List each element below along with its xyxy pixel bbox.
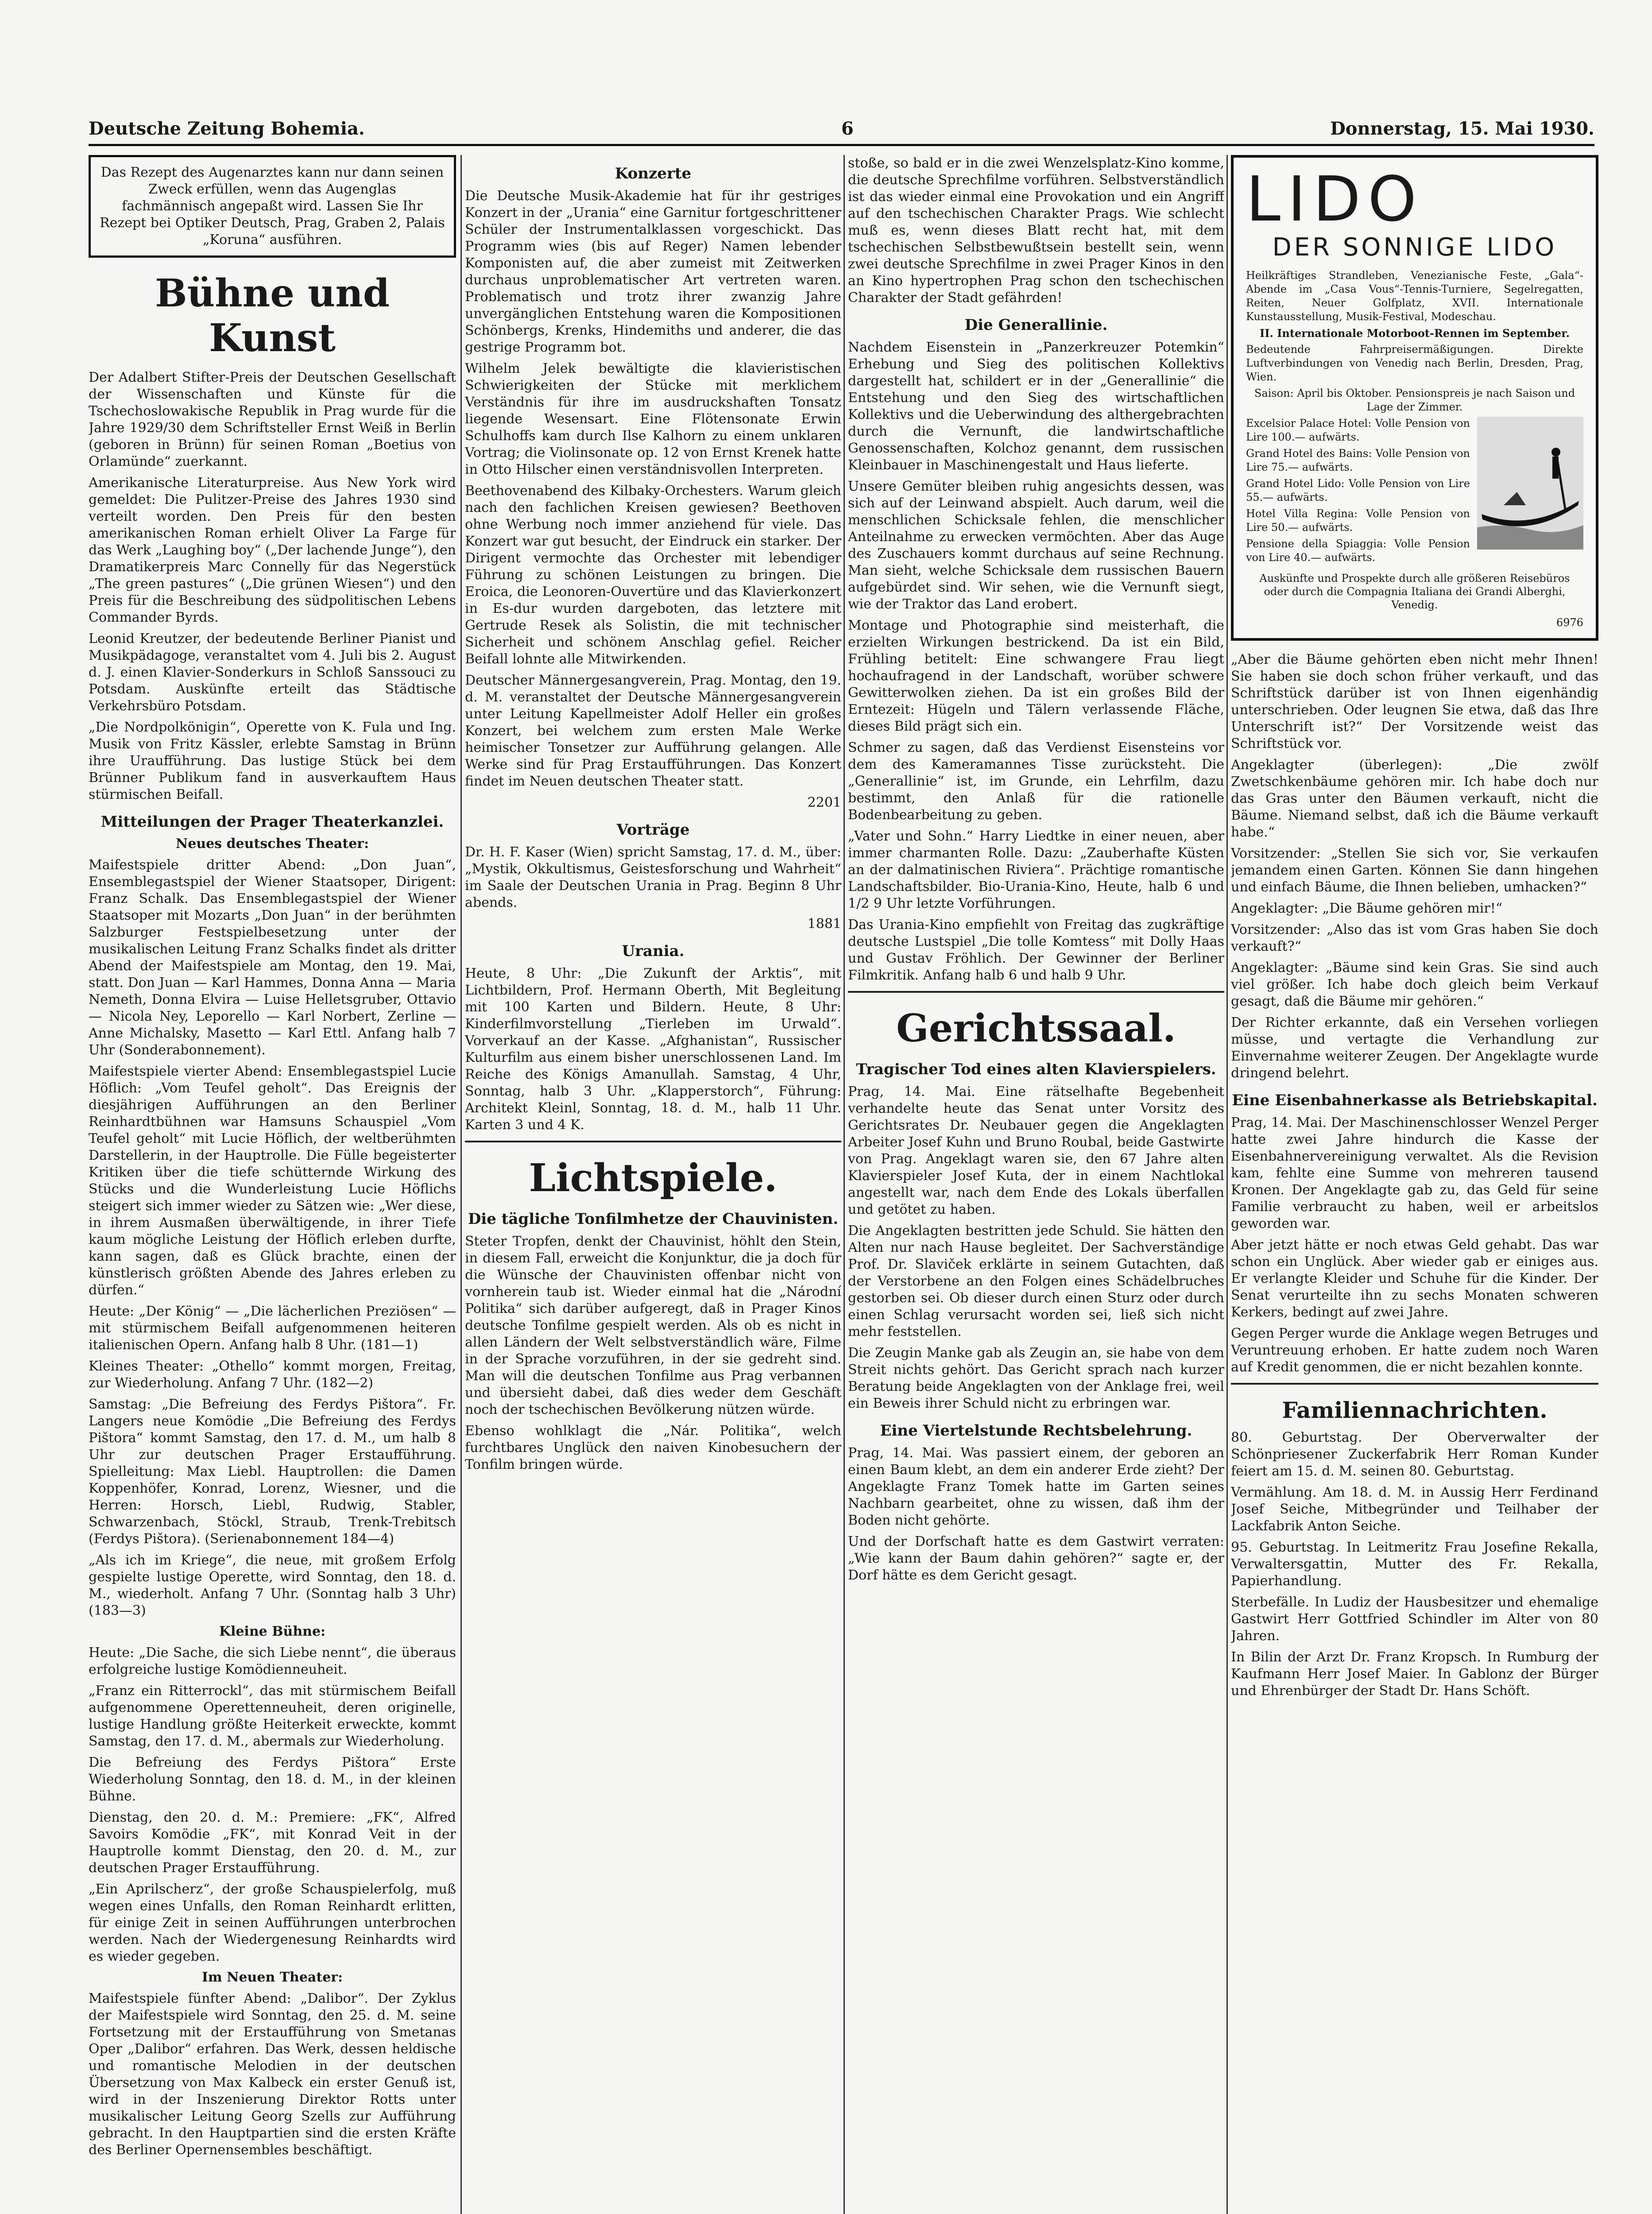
article-paragraph: In Bilin der Arzt Dr. Franz Kropsch. In Rumburg der Kaufmann Herr Josef Maier. In Gablonz der Bürger und Ehrenbürger der Stadt Dr. Hans Schöft.	[1231, 1649, 1598, 1699]
article-paragraph: 95. Geburtstag. In Leitmeritz Frau Josefine Rekalla, Verwaltersgattin, Mutter des Fr. Rekalla, Papierhandlung.	[1231, 1540, 1598, 1589]
ad-text: II. Internationale Motorboot-Rennen im September.	[1260, 327, 1570, 340]
ad-text: Heilkräftiges Strandleben, Venezianische Feste, „Gala“-Abende im „Casa Vous“-Tennis-Turniere, Segelregatten, Reiten, Neuer Golfplatz, XVII. Internationale Kunstausstellung, Musik-Festival, Modeschau.	[1246, 269, 1583, 323]
article-paragraph: Samstag: „Die Befreiung des Ferdys Pištora“. Fr. Langers neue Komödie „Die Befreiung des Ferdys Pištora“ kommt Samstag, den 17. d. M., um halb 8 Uhr zur deutschen Prager Erstaufführung. Spielleitung: Max Liebl. Hauptrollen: die Damen Koppenhöfer, Konrad, Lorenz, Wiesner, und die Herren: Horsch, Liebl, Rudwig, Stabler, Schwarzenbach, Stöckl, Straub, Trenk-Trebitsch (Ferdys Pištora). (Serienabonnement 184—4)	[89, 1397, 456, 1547]
article-paragraph: Angeklagter: „Bäume sind kein Gras. Sie sind auch viel größer. Ich habe doch gleich beim Verkauf gesagt, daß die Bäume mir gehören.“	[1231, 960, 1598, 1009]
article-paragraph: Maifestspiele fünfter Abend: „Dalibor“. Der Zyklus der Maifestspiele wird Sonntag, den 25. d. M. seine Fortsetzung mit der Erstaufführung von Smetanas Oper „Dalibor“ erfahren. Das Werk, dessen heldische und romantische Melodien in der deutschen Übersetzung von Max Kalbeck ein erster Genuß ist, wird in der Inszenierung Direktor Rotts unter musikalischer Leitung Georg Szells zur Aufführung gebracht. In den Hauptpartien sind die ersten Kräfte des Berliner Opernensembles beschäftigt.	[89, 1991, 456, 2158]
ad-text: Saison: April bis Oktober. Pensionspreis je nach Saison und Lage der Zimmer.	[1254, 387, 1575, 413]
article-paragraph: „Aber die Bäume gehörten eben nicht mehr Ihnen! Sie haben sie doch schon früher verkauft, und das Schriftstück darüber ist von Ihnen eigenhändig unterschrieben. Oder leugnen Sie etwa, daß das Ihre Unterschrift ist?“ Der Vorsitzende weist das Schriftstück vor.	[1231, 652, 1598, 751]
article-paragraph: „Ein Aprilscherz“, der große Schauspielerfolg, muß wegen eines Unfalls, den Roman Reinhardt erlitten, für einige Zeit in seinen Aufführungen unterbrochen werden. Nach der Wiedergenesung Reinhardts wird es wieder gegeben.	[89, 1881, 456, 1964]
column-rule	[1226, 155, 1228, 2214]
article-paragraph: Vorsitzender: „Stellen Sie sich vor, Sie verkaufen jemandem einen Garten. Können Sie dann hingehen und einfach Bäume, die Ihnen belieben, umhacken?“	[1231, 846, 1598, 895]
article-paragraph: Dr. H. F. Kaser (Wien) spricht Samstag, 17. d. M., über: „Mystik, Okkultismus, Geistesforschung und Wahrheit“ im Saale der Deutschen Urania in Prag. Beginn 8 Uhr abends.	[465, 844, 841, 910]
article-paragraph: Kleines Theater: „Othello“ kommt morgen, Freitag, zur Wiederholung. Anfang 7 Uhr. (182—2)	[89, 1359, 456, 1391]
article-paragraph: Nachdem Eisenstein in „Panzerkreuzer Potemkin“ Erhebung und Sieg des politischen Kollektivs dargestellt hat, schildert er in der „Generallinie“ die Entstehung und den Sieg des wirtschaftlichen Kollektivs und die Ueberwindung des althergebrachten durch die Vernunft, die landwirtschaftliche Genossenschaften, Kolchoz genannt, dem russischen Kleinbauer in Maschinengestalt und Haus lieferte.	[848, 340, 1224, 473]
section-title-lichtspiele: Lichtspiele.	[529, 1156, 778, 1200]
article-paragraph: Montage und Photographie sind meisterhaft, die erzielten Wirkungen bestrickend. Da ist ein Bild, Frühling betitelt: Eine schwangere Frau liegt hochaufragend in der Landschaft, worüber schwere Gewitterwolken ziehen. Da ist ein großes Bild der Erntezeit: Hügeln und Tälern verlassende Fläche, dieses Bild prägt sich ein.	[848, 618, 1224, 734]
article-paragraph: Angeklagter (überlegen): „Die zwölf Zwetschkenbäume gehören mir. Ich habe doch nur das Gras unter den Bäumen verkauft, nicht die Bäume. Niemand selbst, daß ich die Bäume verkauft habe.“	[1231, 757, 1598, 840]
ad-text: Bedeutende Fahrpreisermäßigungen. Direkte Luftverbindungen von Venedig nach Berlin, Dresden, Prag, Wien.	[1246, 343, 1583, 383]
article-paragraph: Maifestspiele vierter Abend: Ensemblegastspiel Lucie Höflich: „Vom Teufel geholt“. Das Ereignis der diesjährigen Aufführungen an den Berliner Reinhardtbühnen war Hamsuns Schauspiel „Vom Teufel geholt“ mit Lucie Höflich, der weltberühmten Darstellerin, in der Hauptrolle. Die Fülle begeisterter Kritiken über die tiefe schütternde Wirkung des Stücks und die Wunderleistung Lucie Höflichs steigert sich immer wieder zu Sätzen wie: „Wer diese, in ihrem Ausmaßen überwältigende, in ihrer Tiefe kaum mögliche Leistung der Höflich erleben durfte, kann sagen, daß es Glück brachte, einen der künstlerisch größten Abende des Jahres erleben zu dürfen.“	[89, 1064, 456, 1298]
article-paragraph: Heute: „Die Sache, die sich Liebe nennt“, die überaus erfolgreiche lustige Komödienneuheit.	[89, 1645, 456, 1677]
subheading-neues-theater: Im Neuen Theater:	[201, 1970, 343, 1985]
masthead	[89, 113, 1594, 146]
article-paragraph: Deutscher Männergesangverein, Prag. Montag, den 19. d. M. veranstaltet der Deutsche Männergesangverein unter Leitung Kapellmeister Adolf Heller ein großes Konzert, bei welchem zum ersten Male Werke heimischer Tonsetzer zur Aufführung gelangen. Alle Werke sind für Prag Erstaufführungen. Das Konzert findet im Neuen deutschen Theater statt.	[465, 673, 841, 789]
article-paragraph: „Als ich im Kriege“, die neue, mit großem Erfolg gespielte lustige Operette, wird Sonntag, den 18. d. M., wiederholt. Anfang 7 Uhr. (Sonntag halb 3 Uhr) (183—3)	[89, 1552, 456, 1618]
heading-vortraege: Vorträge	[616, 821, 690, 839]
divider	[848, 991, 1224, 993]
optician-ad: Das Rezept des Augenarztes kann nur dann seinen Zweck erfüllen, wenn das Augenglas fachmännisch angepaßt wird. Lassen Sie Ihr Rezept bei Optiker Deutsch, Prag, Graben 2, Palais „Koruna“ ausführen.	[89, 155, 456, 258]
heading-rechtsbelehrung: Eine Viertelstunde Rechtsbelehrung.	[880, 1422, 1192, 1440]
column-2	[465, 155, 841, 2214]
hotel-entry: Excelsior Palace Hotel: Volle Pension von Lire 100.— aufwärts.	[1246, 417, 1470, 443]
article-paragraph: Aber jetzt hätte er noch etwas Geld gehabt. Das war schon ein Unglück. Aber wieder gab er einiges aus. Er verlangte Kleider und Schuhe für die Kinder. Der Senat verurteilte ihn zu sechs Monaten schweren Kerkers, bedingt auf zwei Jahre.	[1231, 1237, 1598, 1320]
article-paragraph: Ebenso wohlklagt die „Nár. Politika“, welch furchtbares Unglück den naiven Kinobesuchern der Tonfilm bringen würde.	[465, 1423, 841, 1472]
section-title-familiennachrichten: Familiennachrichten.	[1282, 1397, 1548, 1423]
article-paragraph: Die Zeugin Manke gab als Zeugin an, sie habe von dem Streit nichts gehört. Das Gericht sprach nach kurzer Beratung beide Angeklagten von der Anklage frei, weil ein Beweis ihrer Schuld nicht zu erbringen war.	[848, 1345, 1224, 1411]
reference-number: 2201	[807, 795, 841, 810]
column-1	[89, 155, 456, 2214]
article-paragraph: Wilhelm Jelek bewältigte die klavieristischen Schwierigkeiten der Stücke mit merklichem Verständnis für ihre im ausdruckshaften Tonsatz liegende Wesensart. Eine Flötensonate Erwin Schulhoffs kam durch Ilse Kalhorn zu einem unklaren Vortrag; die Violinsonate op. 12 von Ernst Krenek hatte in Otto Hilscher einen verständnisvollen Interpreten.	[465, 361, 841, 477]
article-paragraph: stoße, so bald er in die zwei Wenzelsplatz-Kino komme, die deutsche Sprechfilme vorführen. Selbstverständlich ist das wieder einmal eine Provokation und ein Angriff auf den tschechischen Charakter Prags. Wie schlecht muß es, wenn dieses Blatt recht hat, mit dem tschechischen Selbstbewußtsein bestellt sein, wenn zwei deutsche Sprechfilme in zwei Prager Kinos in den an Kino hypertrophen Prag schon den tschechischen Charakter der Stadt gefährden!	[848, 155, 1224, 306]
article-paragraph: Beethovenabend des Kilbaky-Orchesters. Warum gleich nach den fachlichen Kreisen gewiesen? Beethoven ohne Werbung noch immer anziehend für viele. Das Konzert war gut besucht, der Eindruck ein starker. Der Dirigent vermochte das Orchester mit lebendiger Führung zu schönen Leistungen zu bringen. Die Eroica, die Leonoren-Ouvertüre und das Klavierkonzert in Es-dur wurden dargeboten, das letztere mit Gertrude Resek als Solistin, die mit technischer Sicherheit und schönem Anschlag gefiel. Reicher Beifall lohnte alle Mitwirkenden.	[465, 483, 841, 667]
article-paragraph: Amerikanische Literaturpreise. Aus New York wird gemeldet: Die Pulitzer-Preise des Jahres 1930 sind verteilt worden. Den Preis für den besten amerikanischen Roman erhielt Oliver La Farge für das Werk „Laughing boy“ („Der lachende Junge“), den Dramatikerpreis Marc Connelly für das Negerstück „The green pastures“ („Die grünen Wiesen“) und den Preis für die Beschreibung des südpolitischen Lebens Commander Byrds.	[89, 475, 456, 625]
reference-number: 1881	[807, 916, 841, 932]
article-paragraph: Die Angeklagten bestritten jede Schuld. Sie hätten den Alten nur nach Hause begleitet. Der Sachverständige Prof. Dr. Slaviček erklärte in seinem Gutachten, daß der Verstorbene an den Folgen eines Schädelbruches gestorben sei. Ob dieser durch einen Sturz oder durch einen Schlag verursacht worden sei, ließ sich nicht mehr feststellen.	[848, 1223, 1224, 1339]
ad-subtitle: DER SONNIGE LIDO	[1272, 233, 1557, 262]
section-title-gerichtssaal: Gerichtssaal.	[896, 1006, 1176, 1051]
article-paragraph: Die Befreiung des Ferdys Pištora“ Erste Wiederholung Sonntag, den 18. d. M., in der kleinen Bühne.	[89, 1755, 456, 1804]
article-paragraph: Leonid Kreutzer, der bedeutende Berliner Pianist und Musikpädagoge, veranstaltet vom 4. Juli bis 2. August d. J. einen Klavier-Sonderkurs in Schloß Sanssouci zu Potsdam. Auskünfte erteilt das Städtische Verkehrsbüro Potsdam.	[89, 631, 456, 714]
subheading-neues-deutsches-theater: Neues deutsches Theater:	[175, 836, 369, 852]
lido-advertisement	[1231, 155, 1598, 641]
article-paragraph: Der Adalbert Stifter-Preis der Deutschen Gesellschaft der Wissenschaften und Künste für die Tschechoslowakische Republik in Prag wurde für die Jahre 1929/30 dem Schriftsteller Ernst Weiß in Berlin (geboren in Brünn) für seinen Roman „Boetius von Orlamünde“ zuerkannt.	[89, 370, 456, 469]
hotel-entry: Grand Hotel des Bains: Volle Pension von Lire 75.— aufwärts.	[1246, 447, 1470, 473]
hotel-list	[1246, 417, 1470, 567]
divider	[1231, 1383, 1598, 1385]
article-paragraph: Der Richter erkannte, daß ein Versehen vorliegen müsse, und vertagte die Verhandlung zur Einvernahme weiterer Zeugen. Der Angeklagte wurde dringend belehrt.	[1231, 1015, 1598, 1081]
article-paragraph: „Die Nordpolkönigin“, Operette von K. Fula und Ing. Musik von Fritz Kässler, erlebte Samstag in Brünn ihre Uraufführung. Das lustige Stück bei dem Brünner Publikum fand in ausverkauftem Haus stürmischen Beifall.	[89, 720, 456, 802]
column-3	[848, 155, 1224, 2214]
article-paragraph: Das Urania-Kino empfiehlt von Freitag das zugkräftige deutsche Lustspiel „Die tolle Komtess“ mit Dolly Haas und Gustav Fröhlich. Der Gewinner der Berliner Filmkritik. Anfang halb 6 und halb 9 Uhr.	[848, 917, 1224, 983]
article-paragraph: Maifestspiele dritter Abend: „Don Juan“, Ensemblegastspiel der Wiener Staatsoper, Dirigent: Franz Schalk. Das Ensemblegastspiel der Wiener Staatsoper mit Mozarts „Don Juan“ in der berühmten Salzburger Festspielbesetzung unter der musikalischen Leitung Franz Schalks findet als dritter Abend der Maifestspiele am Montag, den 19. Mai, statt. Don Juan — Karl Hammes, Donna Anna — Maria Nemeth, Donna Elvira — Luise Helletsgruber, Ottavio — Nicola Ney, Leporello — Karl Norbert, Zerline — Anne Michalsky, Masetto — Karl Ettl. Anfang halb 7 Uhr (Sonderabonnement).	[89, 857, 456, 1058]
article-paragraph: Und der Dorfschaft hatte es dem Gastwirt verraten: „Wie kann der Baum dahin gehören?“ sagte er, der Dorf hätte es dem Gericht gesagt.	[848, 1534, 1224, 1583]
article-paragraph: Unsere Gemüter bleiben ruhig angesichts dessen, was sich auf der Leinwand abspielt. Auch darum, weil die menschlichen Schicksale fehlen, die menschlicher Anteilnahme zu erwecken vermöchten. Aber das Auge des Zuschauers kommt durchaus auf seine Rechnung. Man sieht, welche Schicksale dem russischen Bauern aufgebürdet sind. Wir sehen, wie die Vernunft siegt, wie der Traktor das Land erobert.	[848, 479, 1224, 612]
hotel-list-row	[1246, 417, 1583, 567]
heading-konzerte: Konzerte	[615, 165, 692, 182]
hotel-entry: Pensione della Spiaggia: Volle Pension von Lire 40.— aufwärts.	[1246, 538, 1470, 564]
heading-generallinie: Die Generallinie.	[964, 316, 1108, 334]
article-paragraph: Dienstag, den 20. d. M.: Premiere: „FK“, Alfred Savoirs Komödie „FK“, mit Konrad Veit in der Hauptrolle kommt Dienstag, den 20. d. M., zur deutschen Prager Erstaufführung.	[89, 1810, 456, 1876]
article-paragraph: Angeklagter: „Die Bäume gehören mir!“	[1231, 901, 1503, 916]
article-paragraph: Prag, 14. Mai. Was passiert einem, der geboren an einen Baum klebt, an dem ein anderer Erde zieht? Der Angeklagte Franz Tomek hatte im Garten seines Nachbarn gearbeitet, ohne zu wissen, daß ihm der Boden nicht gehörte.	[848, 1445, 1224, 1528]
heading-tragischer-tod: Tragischer Tod eines alten Klavierspielers.	[856, 1061, 1216, 1078]
article-paragraph: Sterbefälle. In Ludiz der Hausbesitzer und ehemalige Gastwirt Herr Gottfried Schindler im Alter von 80 Jahren.	[1231, 1595, 1598, 1644]
article-paragraph: Heute, 8 Uhr: „Die Zukunft der Arktis“, mit Lichtbildern, Prof. Hermann Oberth, Mit Begleitung mit 100 Karten und Bildern. Heute, 8 Uhr: Kinderfilmvorstellung „Tierleben im Urwald“. Vorverkauf an der Kasse. „Afghanistan“, Russischer Kulturfilm aus einem bisher unerschlossenen Land. Im Reiche des Königs Amanullah. Samstag, 4 Uhr, Sonntag, halb 3 Uhr. „Klapperstorch“, Führung: Architekt Kleinl, Sonntag, 18. d. M., halb 11 Uhr. Karten 3 und 4 K.	[465, 966, 841, 1133]
column-rule	[843, 155, 845, 2214]
ad-title: LIDO	[1246, 163, 1424, 236]
article-paragraph: Steter Tropfen, denkt der Chauvinist, höhlt den Stein, in diesem Fall, erweicht die Konjunktur, die ja doch für die Wünsche der Chauvinisten offenbar nicht von vornherein taub ist. Wieder einmal hat die „Národní Politika“ sich darüber aufgeregt, daß in Prager Kinos deutsche Tonfilme gespielt werden. Als ob es nicht in allen Ländern der Welt selbstverständlich wäre, Filme in der Sprache vorzuführen, in der sie gedreht sind. Man will die deutschen Tonfilme aus Prag verbannen und übersieht dabei, daß dies weder dem Geschäft noch der tschechischen Bevölkerung nützen würde.	[465, 1234, 841, 1417]
article-paragraph: Prag, 14. Mai. Der Maschinenschlosser Wenzel Perger hatte zwei Jahre hindurch die Kasse der Eisenbahnervereinigung verwaltet. Als die Revision kam, fehlte eine Summe von mehreren tausend Kronen. Der Angeklagte gab zu, das Geld für seine Familie verbraucht zu haben, weil er arbeitslos geworden war.	[1231, 1115, 1598, 1231]
article-paragraph: Schmer zu sagen, daß das Verdienst Eisensteins vor dem des Kameramannes Tisse zurücksteht. Die „Generallinie“ ist, im Grunde, ein Lehrfilm, dazu bestimmt, den Anlaß für die rationelle Bodenbearbeitung zu geben.	[848, 740, 1224, 823]
ad-reference: 6976	[1556, 616, 1583, 629]
section-title-buehne-und-kunst: Bühne und Kunst	[155, 271, 390, 360]
article-paragraph: „Franz ein Ritterrockl“, das mit stürmischem Beifall aufgenommene Operettenneuheit, deren originelle, lustige Handlung größte Heiterkeit erweckte, kommt Samstag, den 17. d. M., abermals zur Wiederholung.	[89, 1683, 456, 1749]
heading-urania: Urania.	[622, 942, 685, 960]
column-rule	[460, 155, 462, 2214]
ad-footer: Auskünfte und Prospekte durch alle größeren Reisebüros oder durch die Compagnia Italiana dei Grandi Alberghi, Venedig.	[1259, 572, 1570, 611]
article-paragraph: „Vater und Sohn.“ Harry Liedtke in einer neuen, aber immer charmanten Rolle. Dazu: „Zauberhafte Küsten an der dalmatinischen Riviera“. Prächtige romantische Landschaftsbilder. Bio-Urania-Kino, Heute, halb 6 und 1/2 9 Uhr letzte Vorführungen.	[848, 828, 1224, 911]
page-number: 6	[841, 118, 854, 139]
article-paragraph: Heute: „Der König“ — „Die lächerlichen Preziösen“ — mit stürmischem Beifall aufgenommenen heiteren italienischen Opern. Anfang halb 8 Uhr. (181—1)	[89, 1304, 456, 1353]
newspaper-name: Deutsche Zeitung Bohemia.	[89, 118, 365, 139]
hotel-entry: Grand Hotel Lido: Volle Pension von Lire 55.— aufwärts.	[1246, 477, 1470, 503]
article-paragraph: Gegen Perger wurde die Anklage wegen Betruges und Veruntreuung erhoben. Er hatte zudem noch Waren auf Kredit genommen, die er nicht bezahlen konnte.	[1231, 1326, 1598, 1375]
article-paragraph: Die Deutsche Musik-Akademie hat für ihr gestriges Konzert in der „Urania“ eine Garnitur fortgeschrittener Schüler der Instrumentalklassen vorgeschickt. Das Programm wies (bis auf Reger) Namen lebender Komponisten auf, die aber zumeist mit Zeitwerken durchaus unproblematischer Art vertreten waren. Problematisch und trotz ihrer zwanzig Jahre unvergänglichen Entstehung waren die Kompositionen Schönbergs, Krenks, Hindemiths und anderer, die das gestrige Programm bot.	[465, 188, 841, 355]
article-paragraph: Vermählung. Am 18. d. M. in Aussig Herr Ferdinand Josef Seiche, Mitbegründer und Teilhaber der Lackfabrik Anton Seiche.	[1231, 1485, 1598, 1534]
column-4	[1231, 155, 1598, 2214]
gondola-illustration	[1477, 417, 1583, 550]
article-paragraph: Prag, 14. Mai. Eine rätselhafte Begebenheit verhandelte heute das Senat unter Vorsitz des Gerichtsrates Dr. Neubauer gegen die Angeklagten Arbeiter Josef Kuhn und Bruno Roubal, beide Gastwirte von Prag. Angeklagt waren sie, den 67 Jahre alten Klavierspieler Josef Kuta, der in einem Nachtlokal angestellt war, nach dem Ende des Lokals überfallen und getötet zu haben.	[848, 1084, 1224, 1217]
article-paragraph: 80. Geburtstag. Der Oberverwalter der Schönpriesener Zuckerfabrik Herr Roman Kunder feiert am 15. d. M. seinen 80. Geburtstag.	[1231, 1430, 1598, 1479]
issue-date: Donnerstag, 15. Mai 1930.	[1330, 118, 1594, 139]
heading-mitteilungen: Mitteilungen der Prager Theaterkanzlei.	[101, 813, 444, 831]
article-paragraph: Vorsitzender: „Also das ist vom Gras haben Sie doch verkauft?“	[1231, 922, 1598, 954]
heading-tonfilmhetze: Die tägliche Tonfilmhetze der Chauvinisten.	[468, 1210, 839, 1228]
divider	[465, 1141, 841, 1142]
subheading-kleine-buehne: Kleine Bühne:	[219, 1624, 326, 1639]
heading-eisenbahnerkasse: Eine Eisenbahnerkasse als Betriebskapital.	[1232, 1092, 1598, 1109]
hotel-entry: Hotel Villa Regina: Volle Pension von Lire 50.— aufwärts.	[1246, 507, 1470, 534]
